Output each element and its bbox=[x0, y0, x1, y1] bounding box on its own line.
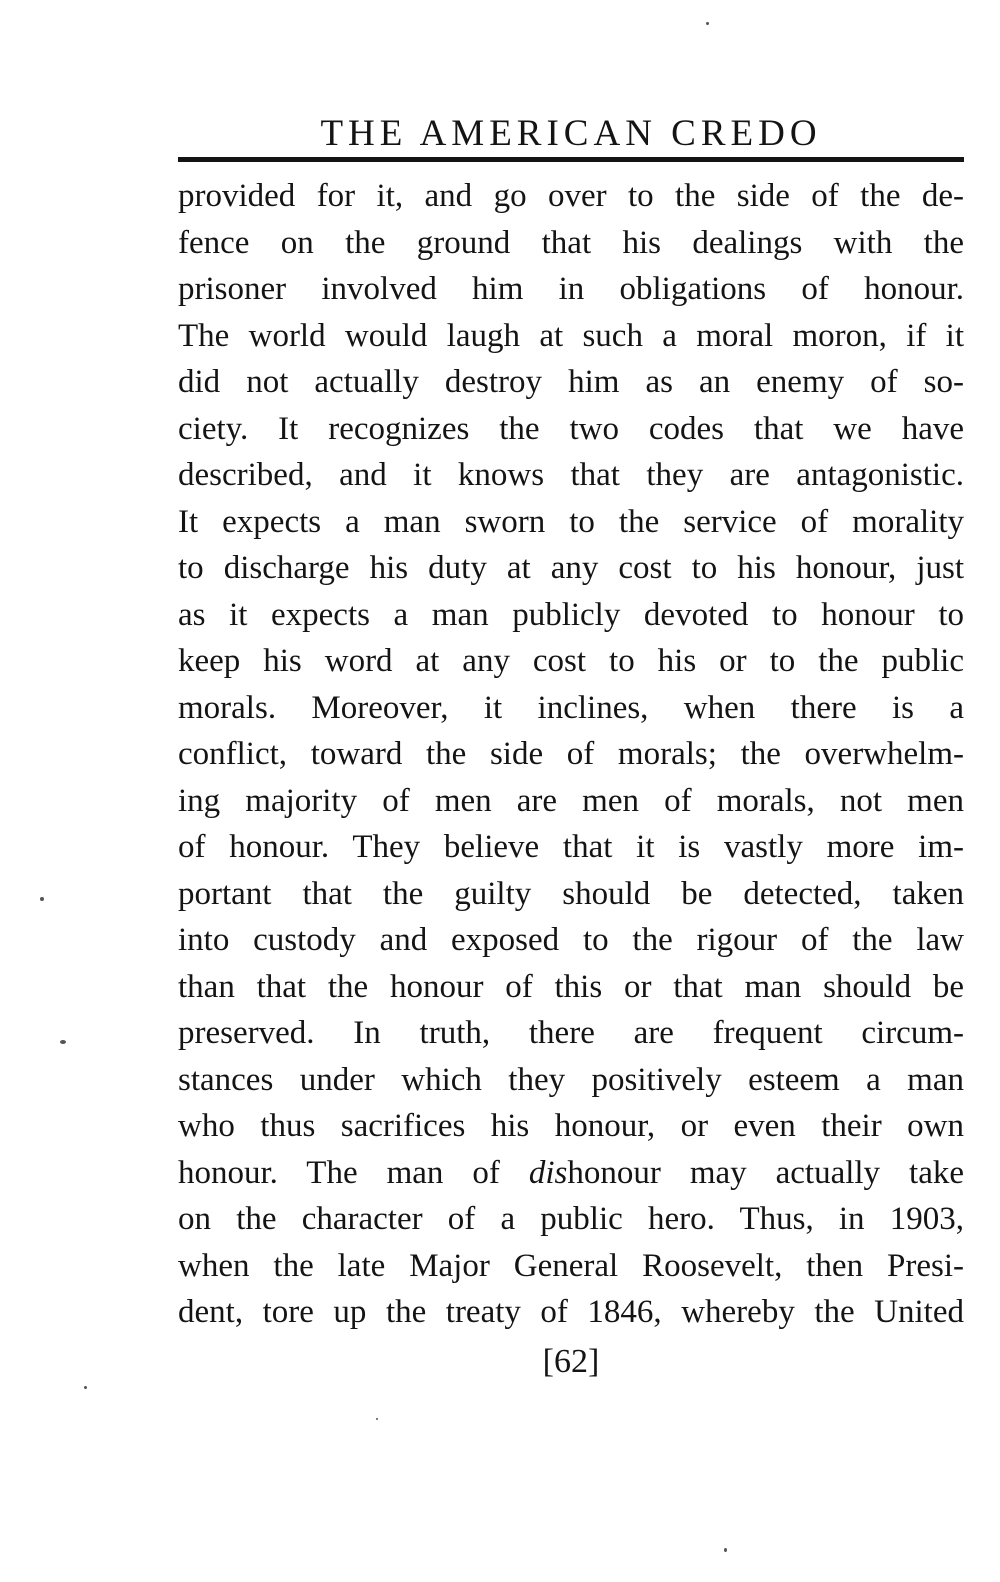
text-line: conflict, toward the side of morals; the overwhelm- bbox=[178, 736, 964, 772]
text-line: when the late Major General Roosevelt, then Presi- bbox=[178, 1247, 964, 1284]
text-line: keep his word at any cost to his or to the public bbox=[178, 643, 964, 679]
text-line: on the character of a public hero. Thus, in 1903, bbox=[178, 1201, 964, 1237]
text-line: stances under which they positively esteem a man bbox=[178, 1061, 964, 1098]
text-line: into custody and exposed to the rigour of the law bbox=[178, 922, 964, 958]
text-line: did not actually destroy him as an enemy of so- bbox=[178, 364, 964, 400]
scan-speck bbox=[376, 1418, 378, 1420]
text-line: portant that the guilty should be detected, taken bbox=[178, 875, 964, 912]
italic-line-before: honour. The man of bbox=[178, 1154, 529, 1191]
text-line: to discharge his duty at any cost to his honour, just bbox=[178, 550, 964, 586]
text-line: described, and it knows that they are antagonistic. bbox=[178, 457, 964, 493]
scan-speck bbox=[60, 1040, 66, 1044]
scan-speck bbox=[706, 22, 709, 25]
text-line: It expects a man sworn to the service of morality bbox=[178, 503, 964, 540]
text-line: as it expects a man publicly devoted to honour to bbox=[178, 596, 964, 633]
scan-speck bbox=[84, 1386, 87, 1389]
text-line-with-italic bbox=[178, 1150, 964, 1197]
text-line: The world would laugh at such a moral moron, if it bbox=[178, 317, 964, 354]
body-text bbox=[178, 173, 964, 1336]
text-line: ing majority of men are men of morals, not men bbox=[178, 782, 964, 819]
page-number: [62] bbox=[542, 1343, 600, 1380]
scan-speck bbox=[40, 897, 44, 901]
text-line: preserved. In truth, there are frequent circum- bbox=[178, 1015, 964, 1051]
text-line: ciety. It recognizes the two codes that we have bbox=[178, 410, 964, 447]
header-rule bbox=[178, 157, 964, 162]
text-line: than that the honour of this or that man should be bbox=[178, 968, 964, 1005]
text-line: dent, tore up the treaty of 1846, whereby the United bbox=[178, 1294, 964, 1330]
scan-speck bbox=[724, 1548, 727, 1552]
text-line: morals. Moreover, it inclines, when there is a bbox=[178, 689, 964, 726]
text-line: who thus sacrifices his honour, or even their own bbox=[178, 1108, 964, 1144]
text-line: provided for it, and go over to the side of the de- bbox=[178, 178, 964, 214]
running-head: THE AMERICAN CREDO bbox=[320, 113, 822, 154]
text-line: of honour. They believe that it is vastly more im- bbox=[178, 829, 964, 865]
text-line: prisoner involved him in obligations of honour. bbox=[178, 271, 964, 307]
text-line: fence on the ground that his dealings with the bbox=[178, 224, 964, 261]
italic-line-after: honour may actually take bbox=[567, 1154, 964, 1191]
italic-emphasis: dis bbox=[528, 1154, 568, 1191]
